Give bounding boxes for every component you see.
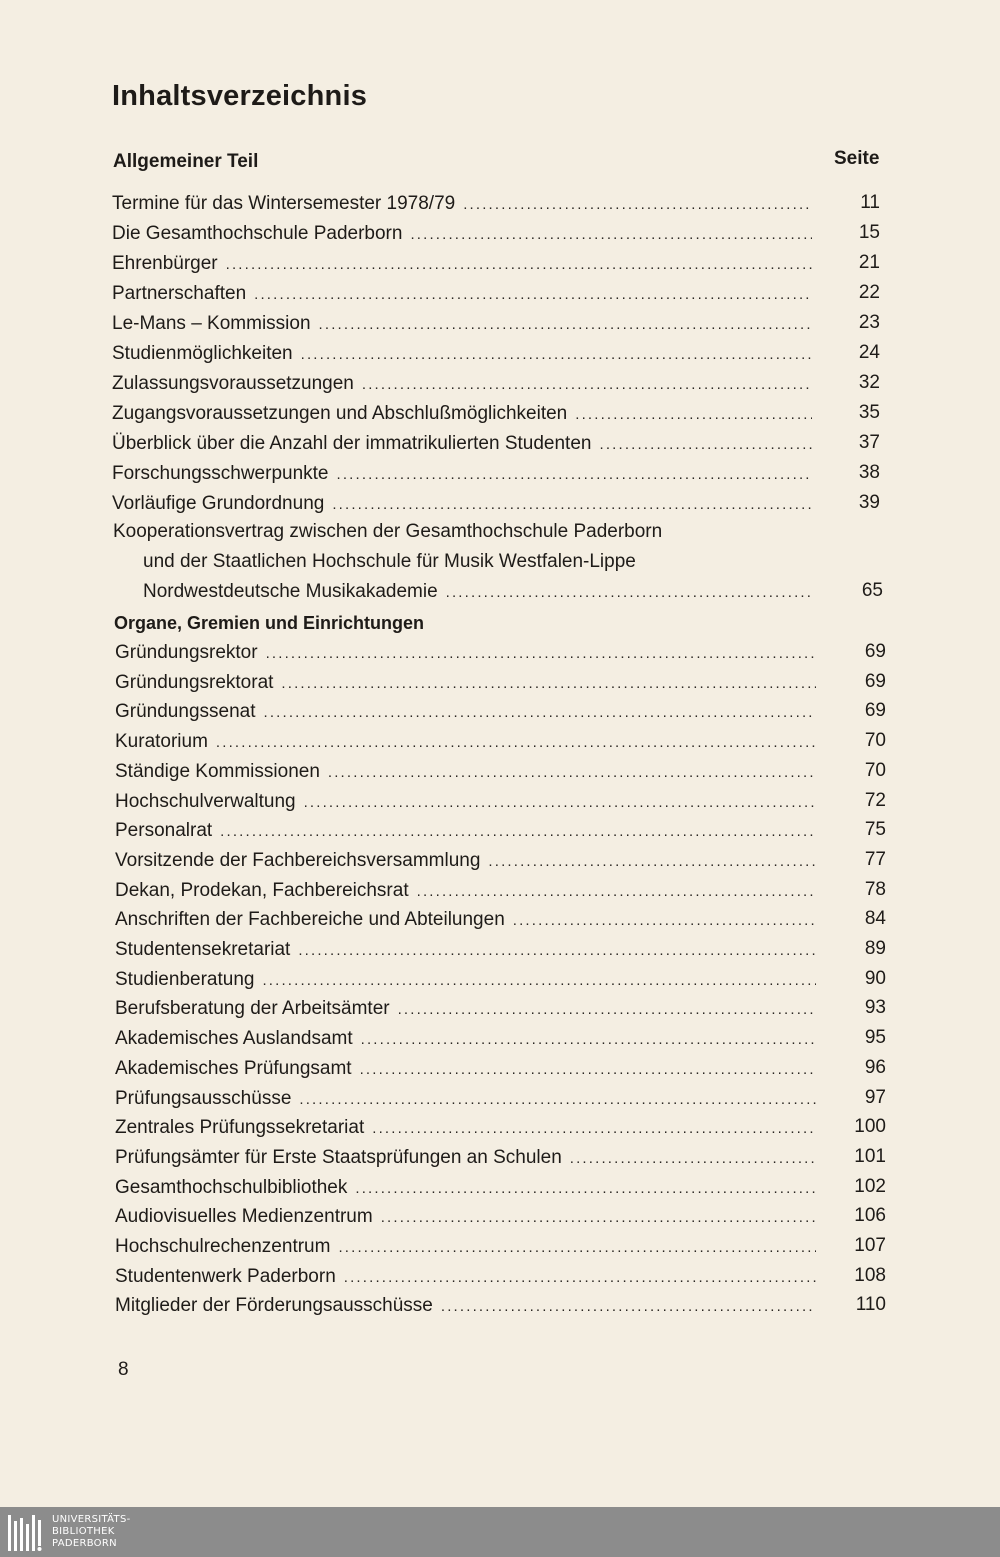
toc-entry-page: 39 [858,492,880,513]
toc-entry-label: Mitglieder der Förderungsausschüsse [115,1295,433,1317]
toc-entry[interactable] [115,939,822,969]
toc-entry-label: Le-Mans – Kommission [112,313,311,334]
toc-entry-label: Prüfungsausschüsse [115,1087,292,1109]
leader-dots [301,346,812,363]
toc-entry-label: Dekan, Prodekan, Fachbereichsrat [115,879,409,901]
toc-entry-label: Ehrenbürger [112,253,218,274]
leader-dots [332,496,812,513]
toc-entry[interactable] [115,1295,822,1325]
toc-entry[interactable] [112,223,818,253]
toc-entry[interactable] [112,433,818,463]
toc-entry-label: Hochschulrechenzentrum [115,1236,331,1257]
toc-entry[interactable] [112,253,818,283]
toc-entry[interactable] [115,880,822,910]
toc-entry-label: Berufsberatung der Arbeitsämter [115,998,390,1020]
toc-entry[interactable] [115,791,822,821]
toc-entry[interactable] [115,642,822,672]
toc-entry-page: 107 [854,1235,886,1256]
leader-dots [570,1150,816,1167]
toc-entry[interactable] [115,1206,822,1236]
leader-dots [254,286,812,303]
toc-entry-label: Studentenwerk Paderborn [115,1265,336,1287]
toc-entry[interactable] [115,731,822,761]
toc-entry[interactable] [112,313,818,343]
toc-entry-page: 70 [864,759,886,781]
toc-entry-label: Akademisches Prüfungsamt [115,1057,352,1079]
toc-entry-page: 96 [864,1056,886,1078]
toc-entry-page: 78 [864,878,886,900]
leader-dots [417,883,816,900]
leader-dots [304,794,816,811]
toc-entry-page: 69 [864,700,886,722]
toc-entry-page: 108 [854,1264,886,1286]
toc-entry[interactable] [112,193,818,223]
toc-entry-label: Audiovisuelles Medienzentrum [115,1206,373,1228]
toc-entry[interactable] [115,820,822,850]
toc-entry-label: Zulassungsvoraussetzungen [112,373,354,394]
toc-entry[interactable] [115,672,822,702]
page-column-label: Seite [834,148,880,169]
toc-entry-page: 84 [864,908,886,930]
leader-dots [488,853,816,870]
toc-entry-label: Anschriften der Fachbereiche und Abteilungen [115,909,505,931]
toc-entry-label: Akademisches Auslandsamt [115,1028,353,1050]
toc-entry-label: Vorsitzende der Fachbereichsversammlung [115,849,481,871]
section-heading-general: Allgemeiner Teil [113,151,259,172]
toc-entry[interactable] [115,761,822,791]
toc-entry-page: 23 [858,312,880,333]
toc-entry-page: 70 [864,730,886,752]
toc-entry-page: 32 [858,372,880,393]
toc-entry-page: 75 [864,819,886,841]
leader-dots [362,376,812,393]
toc-entry-page: 102 [854,1175,886,1197]
leader-dots [398,1001,816,1018]
toc-entry-page: 69 [864,641,886,662]
toc-entry-page: 100 [854,1116,886,1138]
toc-entry[interactable] [143,581,819,611]
toc-entry[interactable] [115,1266,822,1296]
toc-entry-page: 37 [858,432,880,453]
library-name-line-2: BIBLIOTHEK [52,1526,115,1537]
koop-line-2: und der Staatlichen Hochschule für Musik Westfalen-Lippe [143,551,636,572]
toc-entry[interactable] [115,850,822,880]
toc-entry-page: 90 [864,967,886,989]
toc-entry[interactable] [115,701,822,731]
toc-entry-label: Nordwestdeutsche Musikakademie [143,581,438,602]
toc-entry-page: 11 [860,192,880,213]
toc-entry-page: 35 [858,402,880,423]
leader-dots [372,1120,816,1137]
leader-dots [220,823,816,840]
page-title: Inhaltsverzeichnis [112,80,368,112]
toc-entry-label: Studentensekretariat [115,939,291,960]
leader-dots [463,196,812,213]
toc-entry[interactable] [112,373,818,403]
toc-entry-label: Studienberatung [115,968,255,990]
leader-dots [328,764,816,781]
toc-entry[interactable] [115,909,822,939]
toc-entry-page: 97 [864,1086,886,1108]
library-logo-icon [8,1515,46,1551]
toc-entry-label: Zugangsvoraussetzungen und Abschlußmöglichkeiten [112,403,568,424]
toc-entry[interactable] [115,1058,822,1088]
toc-entry-page: 21 [858,252,880,273]
toc-entry-label: Termine für das Wintersemester 1978/79 [112,193,456,214]
toc-entry-label: Vorläufige Grundordnung [112,493,325,514]
toc-entry-page: 106 [854,1205,886,1227]
leader-dots [337,466,813,483]
leader-dots [441,1298,816,1315]
toc-entry[interactable] [112,463,818,493]
toc-entry-page: 95 [864,1027,886,1049]
toc-entry[interactable] [115,1147,822,1177]
library-footer [0,1507,1000,1557]
leader-dots [299,1091,816,1108]
toc-entry-label: Gründungsrektorat [115,671,274,693]
library-name-line-1: UNIVERSITÄTS- [52,1514,131,1525]
toc-entry-page: 69 [864,670,886,692]
leader-dots [513,912,816,929]
leader-dots [319,316,812,333]
leader-dots [216,734,816,751]
toc-entry-page: 77 [864,848,886,870]
library-name-line-3: PADERBORN [52,1538,117,1549]
toc-entry-page: 89 [864,938,886,959]
leader-dots [281,675,816,692]
leader-dots [226,256,812,273]
toc-entry-label: Überblick über die Anzahl der immatrikulierten Studenten [112,433,592,454]
toc-entry-page: 38 [858,462,880,483]
toc-entry-page: 24 [858,342,880,363]
toc-entry[interactable] [112,403,818,433]
leader-dots [410,226,812,243]
toc-entry[interactable] [115,1028,822,1058]
leader-dots [338,1239,816,1256]
toc-entry[interactable] [112,493,818,523]
leader-dots [360,1061,816,1078]
toc-entry[interactable] [112,283,818,313]
leader-dots [262,972,816,989]
toc-entry-label: Gesamthochschulbibliothek [115,1176,348,1198]
section-heading-organs: Organe, Gremien und Einrichtungen [114,613,425,633]
leader-dots [599,436,812,453]
leader-dots [298,942,816,959]
toc-entry-page: 15 [858,222,880,243]
toc-entry-page: 65 [861,580,883,601]
leader-dots [361,1031,816,1048]
toc-entry[interactable] [112,343,818,373]
page-number: 8 [118,1359,129,1380]
toc-entry-label: Partnerschaften [112,283,247,304]
toc-entry-label: Kuratorium [115,731,208,753]
toc-entry[interactable] [115,1236,822,1266]
toc-entry-label: Gründungssenat [115,701,256,723]
toc-entry-page: 101 [854,1145,886,1167]
koop-line-1: Kooperationsvertrag zwischen der Gesamthochschule Paderborn [113,521,663,542]
toc-entry[interactable] [115,1177,822,1207]
leader-dots [344,1269,816,1286]
toc-entry-label: Forschungsschwerpunkte [112,463,329,484]
toc-entry[interactable] [115,1088,822,1118]
leader-dots [381,1209,816,1226]
toc-entry-page: 110 [855,1294,886,1316]
leader-dots [446,584,813,601]
leader-dots [575,406,812,423]
toc-entry-label: Zentrales Prüfungssekretariat [115,1117,365,1139]
toc-entry-label: Ständige Kommissionen [115,760,320,782]
leader-dots [264,704,817,721]
toc-entry-label: Prüfungsämter für Erste Staatsprüfungen an Schulen [115,1146,562,1168]
toc-entry-label: Die Gesamthochschule Paderborn [112,223,403,244]
toc-entry[interactable] [115,969,822,999]
toc-entry-label: Gründungsrektor [115,642,258,663]
leader-dots [355,1180,816,1197]
toc-entry-label: Hochschulverwaltung [115,790,296,812]
toc-entry-page: 22 [858,282,880,303]
library-name [52,1514,131,1550]
toc-entry-page: 72 [864,789,886,811]
toc-entry-page: 93 [864,997,886,1019]
toc-entry-label: Studienmöglichkeiten [112,343,293,364]
leader-dots [266,645,816,662]
toc-entry-label: Personalrat [115,820,213,842]
toc-entry[interactable] [115,998,822,1028]
toc-entry[interactable] [115,1117,822,1147]
